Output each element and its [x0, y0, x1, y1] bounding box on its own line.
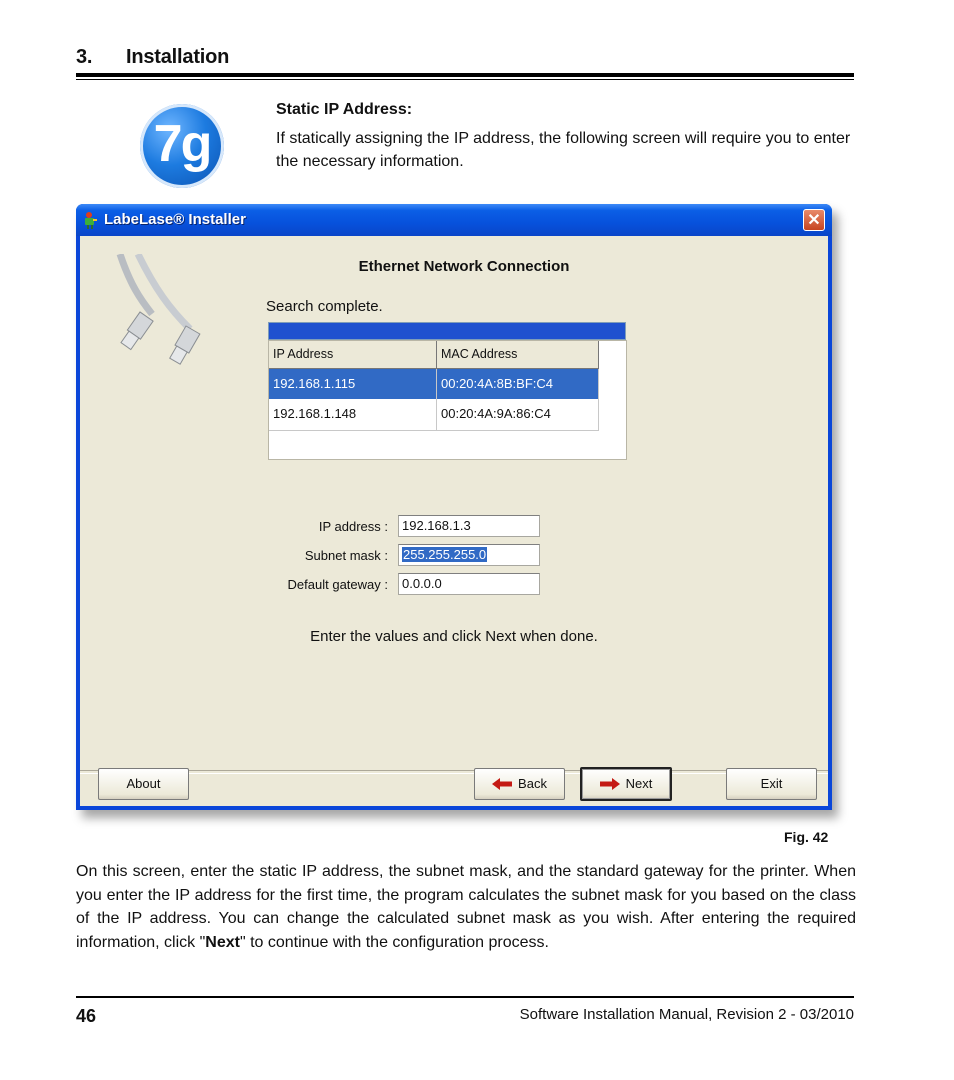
list-bottom-line	[269, 430, 599, 431]
header-rule	[76, 73, 854, 77]
close-button[interactable]	[803, 209, 825, 231]
left-arrow-icon	[492, 778, 512, 790]
close-icon: ✕	[807, 212, 821, 229]
default-gateway-label: Default gateway :	[287, 577, 388, 592]
body-text-end: " to continue with the configuration process.	[239, 933, 549, 951]
footer-text: Software Installation Manual, Revision 2 - 03/2010	[519, 1006, 854, 1023]
device-row[interactable]	[269, 399, 599, 429]
step-badge	[140, 104, 224, 188]
dialog-heading: Ethernet Network Connection	[358, 258, 570, 275]
step-description: If statically assigning the IP address, the following screen will require you to enter the necessary information.	[276, 130, 851, 170]
exit-button[interactable]	[726, 768, 817, 800]
step-title: Static IP Address:	[276, 101, 413, 118]
device-mac: 00:20:4A:9A:86:C4	[441, 406, 551, 421]
section-heading	[76, 46, 229, 69]
right-arrow-icon	[600, 778, 620, 790]
back-button[interactable]	[474, 768, 565, 800]
column-divider	[598, 369, 599, 431]
page-number: 46	[76, 1006, 97, 1026]
subnet-mask-label: Subnet mask :	[304, 548, 388, 563]
next-label: Next	[625, 776, 653, 791]
step-badge-label: 7g	[153, 115, 211, 173]
subnet-mask-input[interactable]	[398, 544, 540, 566]
installer-icon	[82, 211, 98, 229]
default-gateway-input[interactable]: 0.0.0.0	[398, 573, 540, 595]
back-label: Back	[518, 776, 547, 791]
column-divider	[436, 369, 437, 431]
device-ip: 192.168.1.148	[273, 406, 357, 421]
ip-address-input[interactable]: 192.168.1.3	[398, 515, 540, 537]
figure-label: Fig. 42	[784, 829, 829, 845]
ip-address-label: IP address :	[318, 519, 388, 534]
search-status: Search complete.	[266, 298, 383, 315]
instruction-text: Enter the values and click Next when done.	[310, 628, 598, 645]
title-bar[interactable]	[76, 204, 832, 236]
about-label: About	[126, 776, 161, 791]
device-mac: 00:20:4A:8B:BF:C4	[441, 376, 554, 391]
device-row[interactable]	[269, 369, 599, 399]
footer-rule	[76, 996, 854, 998]
body-paragraph	[76, 860, 856, 954]
section-number: 3.	[76, 46, 93, 68]
column-header-ip[interactable]: IP Address	[269, 341, 437, 369]
search-progress-bar	[268, 322, 626, 340]
device-list[interactable]	[268, 340, 627, 460]
header-rule-thin	[76, 79, 854, 80]
body-text-bold: Next	[205, 933, 240, 951]
next-button[interactable]	[580, 767, 672, 801]
dialog-body	[80, 236, 828, 806]
exit-label: Exit	[760, 776, 783, 791]
installer-window	[76, 204, 832, 810]
button-separator	[80, 770, 828, 774]
about-button[interactable]	[98, 768, 189, 800]
window-title: LabeLase® Installer	[104, 211, 246, 228]
subnet-mask-value: 255.255.255.0	[403, 547, 487, 562]
section-title: Installation	[126, 46, 230, 68]
column-header-mac[interactable]: MAC Address	[437, 341, 599, 369]
body-text-start: On this screen, enter the static IP address, the subnet mask, and the standard gateway for the printer. When you enter the IP address for the first time, the program calculates the subnet mask for you based on the class of the IP address. You can change the calculated subnet mask as you wish. After entering the required information, click "	[76, 863, 856, 951]
device-ip: 192.168.1.115	[273, 376, 356, 391]
